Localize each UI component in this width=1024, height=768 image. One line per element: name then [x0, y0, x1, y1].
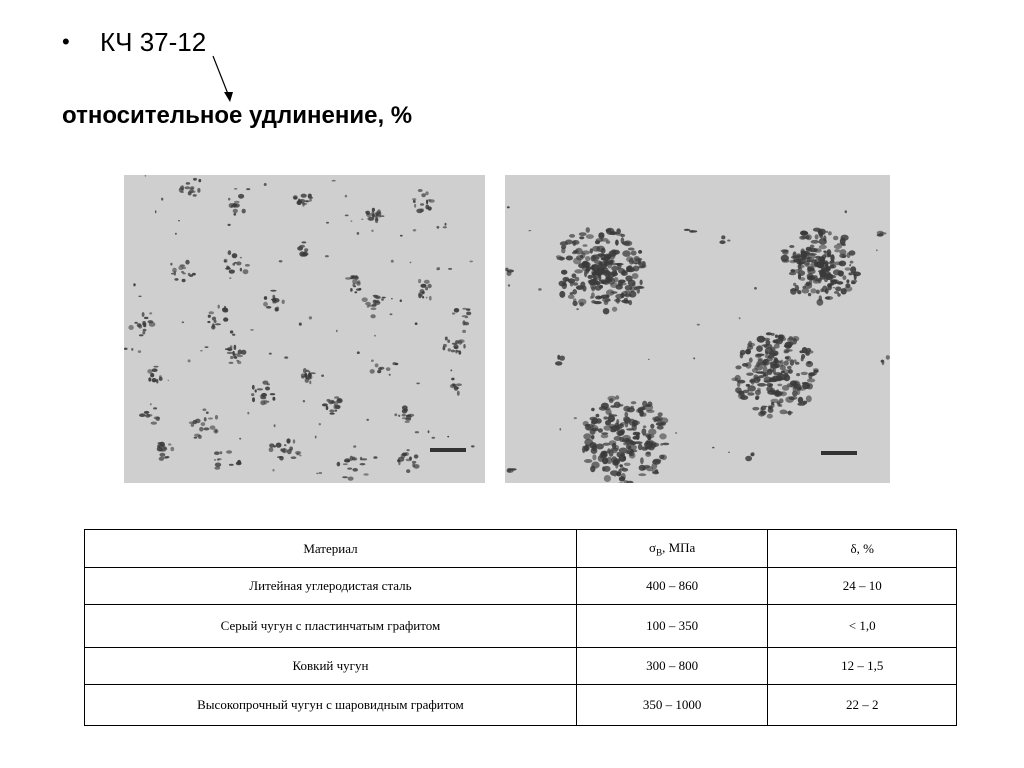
- scale-bar: [430, 448, 466, 452]
- cell-strength: 400 – 860: [576, 568, 768, 605]
- cell-strength: 100 – 350: [576, 605, 768, 648]
- table-row: [85, 568, 957, 605]
- table-row: [85, 605, 957, 648]
- cell-elongation: < 1,0: [768, 605, 957, 648]
- micrograph-right: [505, 175, 890, 483]
- bullet-line: [62, 26, 206, 58]
- table-row: [85, 648, 957, 685]
- table-header-row: [85, 530, 957, 568]
- cell-material: Литейная углеродистая сталь: [85, 568, 577, 605]
- cell-material: Серый чугун с пластинчатым графитом: [85, 605, 577, 648]
- micrograph-image: [124, 175, 485, 483]
- bullet-dot: •: [62, 29, 70, 54]
- cell-strength: 350 – 1000: [576, 685, 768, 726]
- cell-material: Ковкий чугун: [85, 648, 577, 685]
- cell-elongation: 24 – 10: [768, 568, 957, 605]
- subtitle: относительное удлинение, %: [62, 102, 413, 129]
- grade-label: КЧ 37-12: [100, 27, 207, 57]
- header-strength: $\sigma_В$, МПа: [576, 530, 768, 568]
- cell-elongation: 22 – 2: [768, 685, 957, 726]
- micrograph-image: [505, 175, 890, 483]
- header-material: Материал: [85, 530, 577, 568]
- scale-bar: [821, 451, 857, 455]
- micrograph-left: [124, 175, 485, 483]
- table-row: [85, 685, 957, 726]
- cell-material: Высокопрочный чугун с шаровидным графитом: [85, 685, 577, 726]
- header-elongation: δ, %: [768, 530, 957, 568]
- cell-elongation: 12 – 1,5: [768, 648, 957, 685]
- cell-strength: 300 – 800: [576, 648, 768, 685]
- properties-table: [84, 529, 957, 726]
